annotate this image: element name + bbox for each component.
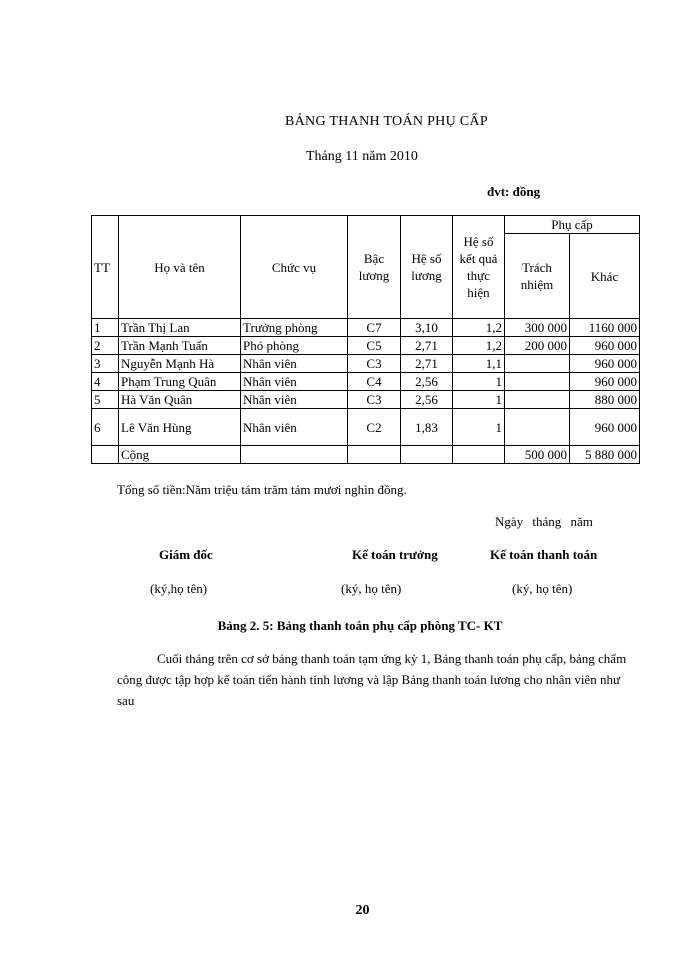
cell-responsibility [505,391,570,409]
cell-tt: 3 [92,355,119,373]
cell-tt: 2 [92,337,119,355]
cell-result-coef: 1 [453,409,505,446]
cell-other: 960 000 [570,355,640,373]
table-row [92,373,640,391]
table-caption: Bảng 2. 5: Bảng thanh toán phụ cấp phòng TC- KT [217,618,503,633]
cell-other: 880 000 [570,391,640,409]
header-name: Họ và tên [119,216,241,319]
table-row [92,337,640,355]
header-tt: TT [92,216,119,319]
table-row [92,319,640,337]
cell-name: Trần Mạnh Tuấn [119,337,241,355]
unit-label: đvt: đồng [487,184,541,199]
total-other: 5 880 000 [570,446,640,464]
table-row [92,355,640,373]
cell-result-coef: 1,2 [453,337,505,355]
header-allowance: Phụ cấp [505,216,640,234]
cell-position: Nhân viên [241,373,348,391]
cell-result-coef: 1 [453,391,505,409]
cell-grade: C3 [348,391,401,409]
body-paragraph [117,648,627,711]
cell-other: 1160 000 [570,319,640,337]
signature-title-director: Giám đốc [159,547,213,562]
cell-position: Trưởng phòng [241,319,348,337]
table-total-row [92,446,640,464]
header-responsibility: Trách nhiệm [505,234,570,319]
date-line: Ngày tháng năm [495,514,593,529]
paragraph-text: Cuối tháng trên cơ sở bảng thanh toán tạm ứng kỳ 1, Bảng thanh toán phụ cấp, bảng chấm công được tập hợp kế toán tiến hành tính lương và lập Bảng thanh toán lương cho nhân viên như sau [117,651,627,708]
cell-name: Trần Thị Lan [119,319,241,337]
signature-title-payment-accountant: Kế toán thanh toán [490,547,598,562]
cell-position: Phó phòng [241,337,348,355]
cell-coef: 1,83 [401,409,453,446]
cell-other: 960 000 [570,409,640,446]
total-in-words: Tổng số tiền:Năm triệu tám trăm tám mươi nghìn đồng. [117,482,407,497]
table-row [92,409,640,446]
cell-responsibility: 200 000 [505,337,570,355]
cell-responsibility [505,409,570,446]
cell-empty [241,446,348,464]
signature-note-chief-accountant: (ký, họ tên) [341,581,402,596]
header-grade: Bậc lương [348,216,401,319]
cell-grade: C4 [348,373,401,391]
cell-coef: 2,71 [401,355,453,373]
cell-responsibility [505,373,570,391]
cell-responsibility [505,355,570,373]
page-number: 20 [355,903,370,918]
signature-note-director: (ký,họ tên) [150,581,208,596]
table-header-row [92,216,640,234]
cell-name: Phạm Trung Quân [119,373,241,391]
signature-note-payment-accountant: (ký, họ tên) [512,581,573,596]
cell-position: Nhân viên [241,355,348,373]
cell-other: 960 000 [570,373,640,391]
cell-tt: 6 [92,409,119,446]
cell-position: Nhân viên [241,409,348,446]
cell-empty [92,446,119,464]
table-row [92,391,640,409]
month-line: Tháng 11 năm 2010 [306,149,418,164]
cell-grade: C2 [348,409,401,446]
cell-other: 960 000 [570,337,640,355]
cell-name: Nguyễn Mạnh Hà [119,355,241,373]
signature-title-chief-accountant: Kế toán trưởng [352,547,438,562]
header-coef: Hệ số lương [401,216,453,319]
cell-tt: 5 [92,391,119,409]
cell-position: Nhân viên [241,391,348,409]
cell-coef: 2,56 [401,391,453,409]
cell-result-coef: 1,2 [453,319,505,337]
total-responsibility: 500 000 [505,446,570,464]
cell-coef: 2,71 [401,337,453,355]
cell-coef: 3,10 [401,319,453,337]
cell-result-coef: 1,1 [453,355,505,373]
header-position: Chức vụ [241,216,348,319]
cell-responsibility: 300 000 [505,319,570,337]
cell-grade: C3 [348,355,401,373]
cell-empty [348,446,401,464]
cell-coef: 2,56 [401,373,453,391]
cell-name: Hà Văn Quân [119,391,241,409]
allowance-table [91,215,640,464]
cell-name: Lê Văn Hùng [119,409,241,446]
header-result-coef: Hệ số kết quả thực hiện [453,216,505,319]
document-title: BẢNG THANH TOÁN PHỤ CẤP [285,114,488,129]
cell-tt: 4 [92,373,119,391]
cell-result-coef: 1 [453,373,505,391]
cell-grade: C7 [348,319,401,337]
total-label: Cộng [119,446,241,464]
cell-empty [453,446,505,464]
cell-empty [401,446,453,464]
cell-grade: C5 [348,337,401,355]
cell-tt: 1 [92,319,119,337]
header-other: Khác [570,234,640,319]
